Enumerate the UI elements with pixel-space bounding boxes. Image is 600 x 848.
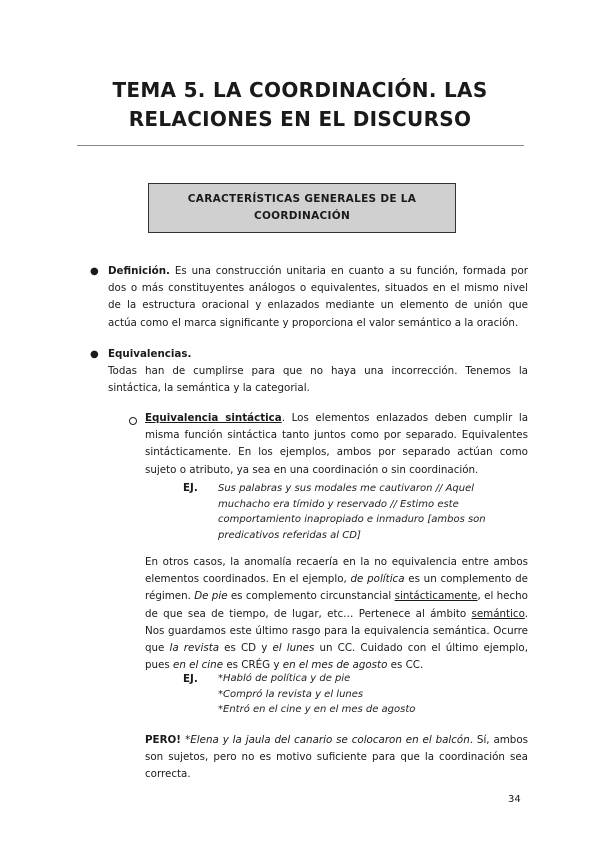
otros-underline-2: semántico: [471, 607, 525, 620]
bullet-circle-icon: [129, 417, 137, 425]
otros-text-9: es CC.: [387, 659, 424, 672]
otros-italic-4: el lunes: [272, 642, 315, 655]
pero-example: *Elena y la jaula del canario se colocaron en el balcón: [185, 734, 470, 746]
equivalencias-label: Equivalencias.: [108, 348, 192, 360]
sintactica-paragraph: [145, 410, 528, 479]
bullet-dot-icon: ●: [90, 349, 99, 360]
section-heading: [177, 191, 427, 225]
otros-text-3: es complemento circunstancial: [227, 590, 395, 603]
example-text-2: [218, 671, 523, 718]
definicion-label: Definición.: [108, 265, 170, 277]
pero-text: . Sí, ambos son sujetos, pero no es motivo suficiente para que la coordinación sea correcta.: [145, 734, 529, 781]
otros-italic-1: de política: [350, 573, 405, 586]
example-2-line-1: *Habló de política y de pie: [218, 673, 351, 684]
otros-casos-paragraph: [145, 554, 528, 674]
section-heading-line-2: COORDINACIÓN: [253, 210, 351, 222]
otros-text-4: , el hecho de que sea de tiempo, de lugar, etc… Pertenece al ámbito: [145, 590, 528, 620]
definicion-paragraph: [108, 263, 528, 332]
example-2-line-3: *Entró en el cine y en el mes de agosto: [218, 704, 416, 716]
bullet-dot-icon: ●: [90, 266, 99, 277]
pero-label: PERO!: [145, 734, 186, 746]
otros-italic-6: en el mes de agosto: [282, 659, 388, 672]
example-label-2: EJ.: [183, 673, 198, 685]
otros-text-8: es CRÉG y: [223, 659, 283, 672]
pero-paragraph: [145, 732, 528, 784]
page-title: [60, 76, 540, 134]
definicion-text: Es una construcción unitaria en cuanto a su función, formada por dos o más constituyentes análogos o equivalentes, situados en el mismo nivel de la estructura oracional y enlazados mediante un elemento de unión que actúa como el marca significante y proporciona el valor semántico a la oración.: [108, 265, 528, 329]
otros-text-6: es CD y: [219, 642, 273, 655]
sintactica-text: . Los elementos enlazados deben cumplir la misma función sintáctica tanto juntos como por separado. Equivalentes sintácticamente. En los ejemplos, ambos por separado actúan como sujeto o atributo, ya sea en una coordinación o sin coordinación.: [145, 412, 528, 476]
title-line-1: TEMA 5. LA COORDINACIÓN. LAS: [112, 78, 488, 102]
section-heading-box: [148, 183, 456, 233]
otros-text-2: es un complemento de régimen.: [145, 573, 529, 603]
section-heading-line-1: CARACTERÍSTICAS GENERALES DE LA: [187, 193, 417, 205]
otros-italic-2: De pie: [194, 590, 228, 603]
equivalencias-paragraph: [108, 346, 528, 398]
otros-text-5: . Nos guardamos este último rasgo para la equivalencia semántica. Ocurre que: [145, 607, 528, 655]
otros-text-1: En otros casos, la anomalía recaería en la no equivalencia entre ambos elementos coordinados. En el ejemplo,: [145, 556, 528, 586]
otros-italic-3: la revista: [169, 642, 220, 655]
otros-italic-5: en el cine: [173, 659, 224, 672]
otros-text-7: un CC. Cuidado con el último ejemplo, pues: [145, 642, 528, 672]
page-number: 34: [508, 794, 521, 805]
equivalencias-text: Todas han de cumplirse para que no haya una incorrección. Tenemos la sintáctica, la semántica y la categorial.: [108, 365, 528, 395]
sintactica-label: Equivalencia sintáctica: [145, 412, 282, 424]
title-line-2: RELACIONES EN EL DISCURSO: [128, 107, 472, 131]
otros-underline-1: sintácticamente: [394, 590, 478, 603]
example-label-1: EJ.: [183, 482, 198, 494]
example-text-1: Sus palabras y sus modales me cautivaron // Aquel muchacho era tímido y reservado // Estimo este comportamiento inapropiado e inmaduro [ambos son predicativos referidas al CD]: [218, 483, 486, 541]
example-2-line-2: *Compró la revista y el lunes: [218, 688, 364, 700]
title-divider: [77, 145, 524, 146]
